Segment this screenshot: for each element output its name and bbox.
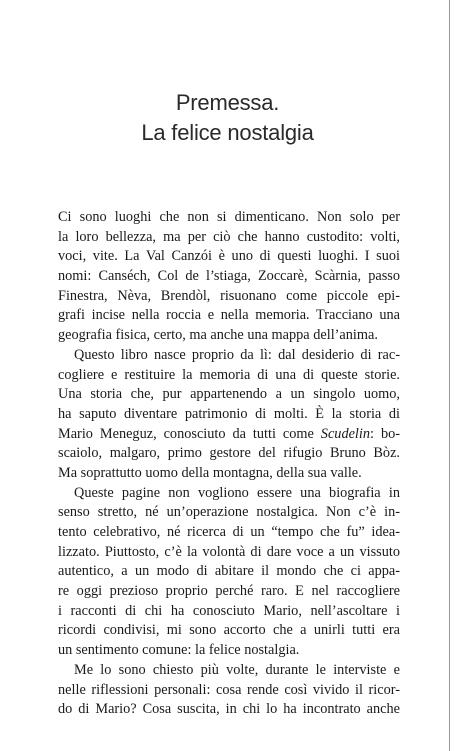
- text-line: senso stretto, né un’operazione nostalgica. Non c’è in-: [58, 504, 400, 521]
- text-line: i racconti di chi ha conosciuto Mario, nell’ascoltare i: [58, 602, 400, 619]
- text-segment: : bo-: [370, 425, 401, 442]
- text-line: tento celebrativo, né ricerca di un “tempo che fu” idea-: [58, 524, 400, 540]
- text-line: Questo libro nasce proprio da lì: dal desiderio di rac-: [74, 346, 400, 363]
- text-line: Finestra, Nèva, Brendòl, risuonano come piccole epi-: [58, 287, 400, 304]
- text-line: la loro bellezza, ma per ciò che hanno custodito: volti,: [58, 228, 400, 245]
- text-line: geografia fisica, certo, ma anche una mappa dell’anima.: [58, 327, 378, 344]
- text-line: Ci sono luoghi che non si dimenticano. Non solo per: [58, 209, 400, 225]
- body-text: [58, 208, 400, 720]
- text-line: grafi incise nella roccia e nella memoria. Tracciano una: [58, 307, 400, 324]
- text-line: cogliere e restituire la memoria di una di queste storie.: [58, 366, 400, 383]
- text-line: ha saputo diventare patrimonio di molti. È la storia di: [58, 405, 400, 422]
- text-segment: Mario Meneguz, conosciuto da tutti come: [58, 425, 321, 442]
- italic-nickname: Scudelin: [320, 425, 371, 442]
- text-line: Me lo sono chiesto più volte, durante le interviste e: [74, 661, 400, 678]
- text-line: Una storia che, pur appartenendo a un singolo uomo,: [58, 386, 400, 403]
- chapter-title-line-2: La felice nostalgia: [141, 120, 314, 145]
- text-line: lizzato. Piuttosto, c’è la volontà di dare voce a un vissuto: [58, 543, 400, 560]
- text-line: re oggi prezioso proprio perché raro. E nel raccogliere: [58, 583, 400, 600]
- chapter-title-line-1: Premessa.: [175, 90, 280, 115]
- text-line: un sentimento comune: la felice nostalgia.: [58, 642, 300, 659]
- text-line: Queste pagine non vogliono essere una biografia in: [74, 484, 400, 501]
- text-line: ricordi condivisi, mi sono accorto che a unirli tutti era: [58, 622, 400, 639]
- chapter-title: [0, 88, 455, 148]
- text-line: nelle riflessioni personali: cosa rende così vivido il ricor-: [58, 681, 400, 698]
- text-line: do di Mario? Cosa suscita, in chi lo ha incontrato anche: [58, 701, 400, 718]
- text-line: nomi: Canséch, Col de l’stiaga, Zoccarè, Scàrnia, passo: [58, 268, 400, 285]
- text-line: autentico, a un modo di abitare il mondo che ci appa-: [58, 563, 400, 580]
- text-line-with-italic: [58, 425, 400, 445]
- text-line: Ma soprattutto uomo della montagna, della sua valle.: [58, 464, 362, 481]
- text-line: voci, vite. La Val Canzói è uno di questi luoghi. I suoi: [58, 248, 400, 265]
- text-line: scaiolo, malgaro, primo gestore del rifugio Bruno Bòz.: [58, 445, 400, 462]
